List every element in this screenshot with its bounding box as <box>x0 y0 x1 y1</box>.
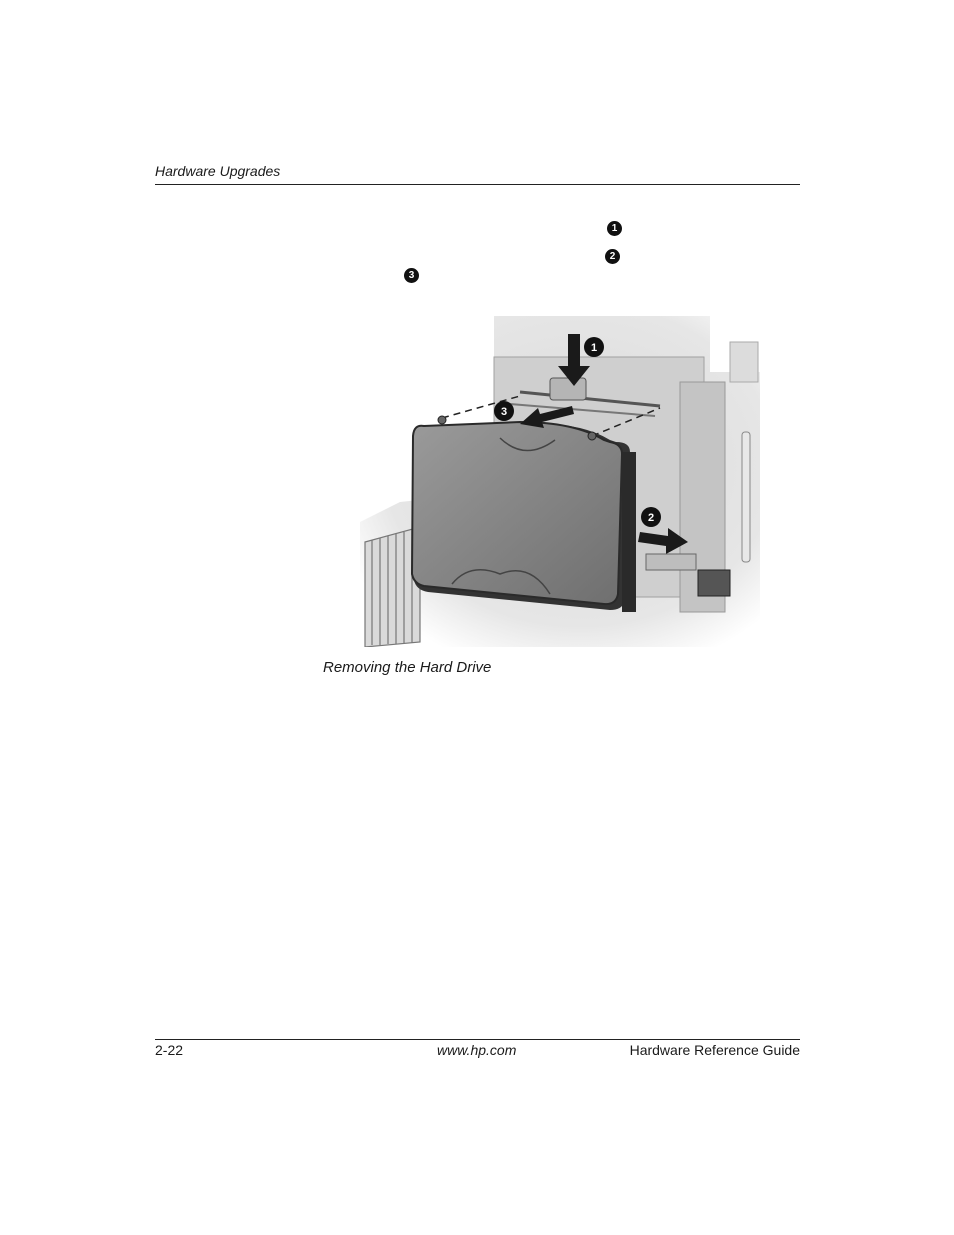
release-latch <box>550 378 586 400</box>
figure-callout-1: 1 <box>590 342 598 354</box>
drive-connector-edge <box>622 452 636 612</box>
guide-screw <box>438 416 446 424</box>
guide-screw <box>588 432 596 440</box>
figure-caption: Removing the Hard Drive <box>323 659 492 676</box>
section-title: Hardware Upgrades <box>155 163 281 179</box>
header-rule <box>155 184 800 185</box>
page-number: 2-22 <box>155 1042 184 1058</box>
figure-callout-2: 2 <box>647 512 655 524</box>
figure-callout-3: 3 <box>500 406 508 418</box>
side-slot <box>742 432 750 562</box>
step-callout-3: 3 <box>404 268 419 283</box>
front-bezel <box>730 342 758 382</box>
hard-drive <box>412 416 636 612</box>
step-callout-2: 2 <box>605 249 620 264</box>
cage-latch <box>698 570 730 596</box>
step-callout-1: 1 <box>607 221 622 236</box>
drive-tray <box>646 554 696 570</box>
footer-url: www.hp.com <box>437 1042 517 1058</box>
footer-rule <box>155 1039 800 1040</box>
hard-drive-removal-illustration <box>360 312 760 647</box>
guide-title: Hardware Reference Guide <box>629 1042 800 1058</box>
